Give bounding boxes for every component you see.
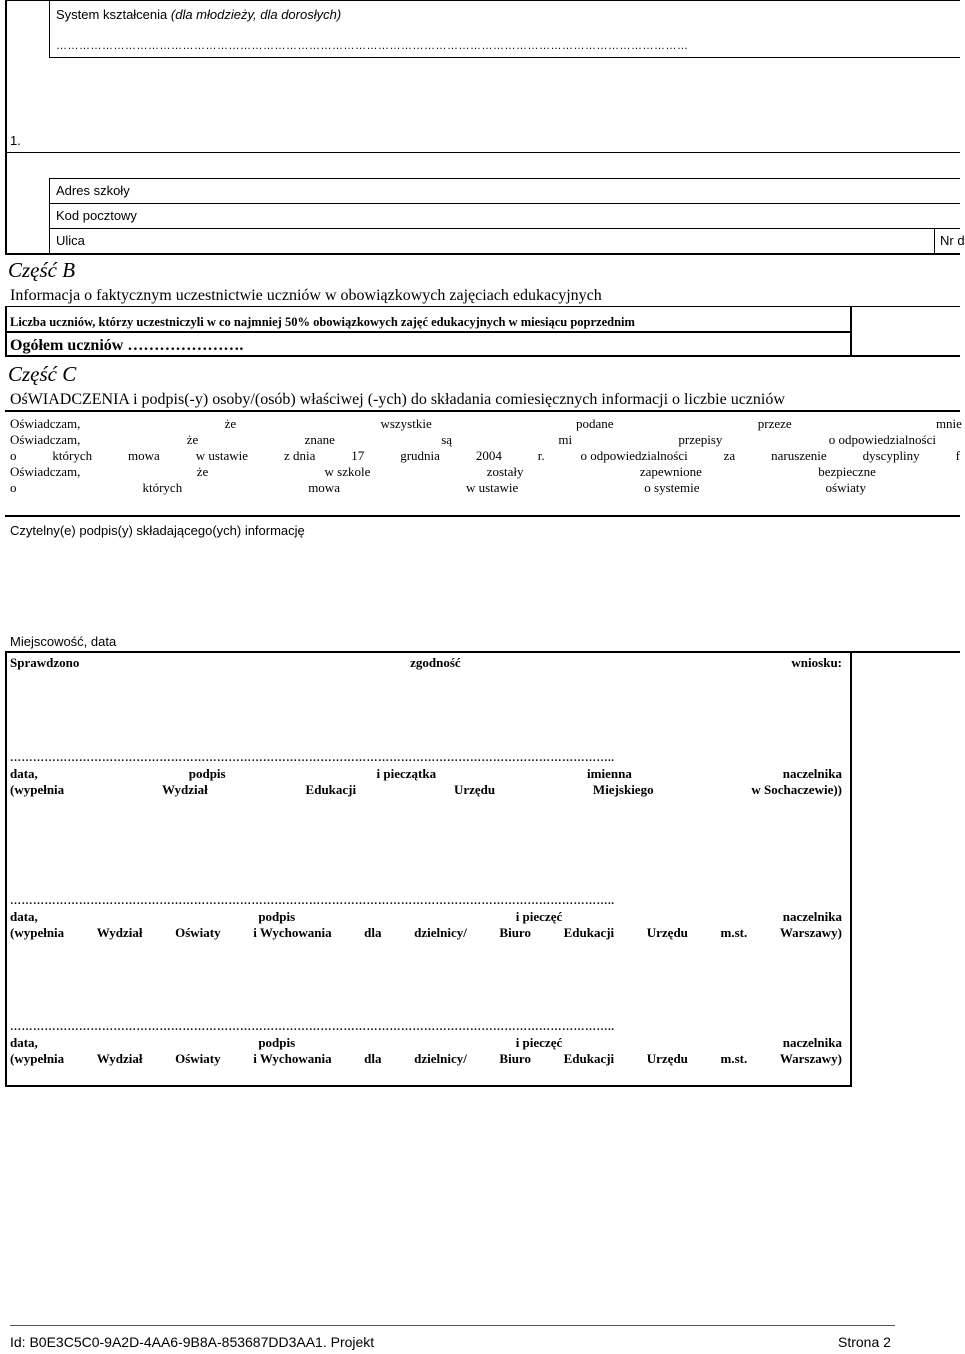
block-word: Edukacji: [305, 782, 357, 797]
block-word: (wypełnia: [10, 1051, 65, 1066]
statement-word: bezpieczne: [818, 464, 876, 479]
block-word: i pieczątka: [376, 766, 437, 781]
statements-bottom-border: [5, 515, 960, 517]
total-students-value[interactable]: [860, 315, 955, 351]
statement-word: Oświadczam,: [10, 432, 81, 447]
verification-left-border: [5, 651, 7, 1086]
part-b-bottom-border: [5, 355, 960, 357]
block-word: naczelnika: [782, 766, 842, 781]
statement-word: których: [142, 480, 183, 495]
statement-row-2: [10, 432, 936, 448]
block1-line1: [10, 766, 842, 782]
statement-word: o odpowiedzialności: [580, 448, 688, 463]
top-border: [5, 0, 960, 1]
part-b-table-top: [5, 306, 960, 307]
block-word: data,: [10, 766, 38, 781]
address-left-border: [49, 178, 50, 254]
statement-word: 17: [351, 448, 365, 463]
verification-word: wniosku:: [791, 655, 842, 670]
house-no-label: Nr d: [940, 233, 965, 248]
footer-id: Id: B0E3C5C0-9A2D-4AA6-9B8A-853687DD3AA1. Projekt: [10, 1334, 375, 1350]
address-row-border-2: [49, 228, 960, 229]
block-word: i pieczęć: [515, 909, 563, 924]
school-system-bottom: [49, 57, 960, 58]
school-system-row: [56, 7, 341, 22]
verification-right-border: [850, 651, 852, 1086]
statement-word: mi: [558, 432, 573, 447]
house-no-divider: [934, 228, 935, 254]
block-word: i pieczęć: [515, 1035, 563, 1050]
school-system-dots[interactable]: …………………………………………………………………………………………………………………………………………………: [56, 40, 689, 52]
block-word: Oświaty: [175, 925, 221, 940]
block2-line1: [10, 909, 842, 925]
statement-row-3: [10, 448, 960, 464]
part-c-heading: OśWIADCZENIA i podpis(-y) osoby/(osób) właściwej (-ych) do składania comiesięcznych informacji o liczbie uczniów: [10, 391, 785, 408]
block-word: i Wychowania: [253, 925, 332, 940]
statement-word: że: [196, 464, 209, 479]
block-word: data,: [10, 909, 38, 924]
statement-word: zostały: [486, 464, 524, 479]
block1-line2: [10, 782, 842, 798]
left-border: [5, 0, 7, 254]
statement-word: dyscypliny: [862, 448, 920, 463]
signature-dots-1[interactable]: …………………………………………………………………………………………………………………………………………..: [10, 752, 615, 764]
block-word: podpis: [258, 1035, 296, 1050]
row-one-border: [5, 152, 960, 153]
count-row-border: [5, 331, 850, 333]
number-one: 1.: [10, 133, 21, 148]
block-word: Wydział: [161, 782, 208, 797]
statement-word: są: [441, 432, 453, 447]
statement-word: o systemie: [644, 480, 700, 495]
statement-word: w ustawie: [465, 480, 519, 495]
school-address-label: Adres szkoły: [56, 183, 130, 198]
block-word: podpis: [258, 909, 296, 924]
statement-word: za: [723, 448, 736, 463]
signature-area[interactable]: [10, 545, 950, 630]
verification-word: Sprawdzono: [10, 655, 80, 670]
statement-word: o: [10, 448, 17, 463]
school-system-left-border: [49, 0, 50, 57]
statement-word: podane: [575, 416, 614, 431]
school-system-note: (dla młodzieży, dla dorosłych): [170, 7, 342, 22]
block-word: Warszawy): [779, 925, 842, 940]
statement-word: o: [10, 480, 17, 495]
statement-word: o odpowiedzialności: [828, 432, 936, 447]
block-word: imienna: [587, 766, 632, 781]
part-b-heading: Informacja o faktycznym uczestnictwie uczniów w obowiązkowych zajęciach edukacyjnych: [10, 287, 602, 304]
verification-heading: [10, 655, 842, 671]
block-word: Wydział: [96, 1051, 143, 1066]
block-word: dzielnicy/: [414, 925, 467, 940]
postal-code-label: Kod pocztowy: [56, 208, 137, 223]
block3-line2: [10, 1051, 842, 1067]
statement-word: grudnia: [400, 448, 440, 463]
statement-word: przeze: [757, 416, 792, 431]
block-word: Edukacji: [563, 925, 615, 940]
block-word: (wypełnia: [10, 782, 65, 797]
block-word: i Wychowania: [253, 1051, 332, 1066]
count-value-divider: [850, 306, 852, 356]
statement-word: Oświadczam,: [10, 464, 81, 479]
block-word: w Sochaczewie)): [751, 782, 842, 797]
statement-word: r.: [537, 448, 545, 463]
block-word: Urzędu: [646, 925, 688, 940]
statement-word: przepisy: [678, 432, 723, 447]
block-word: dla: [364, 925, 382, 940]
block-word: m.st.: [720, 1051, 748, 1066]
part-b-title: Część B: [8, 258, 76, 282]
statement-word: f: [955, 448, 960, 463]
address-row-border-1: [49, 203, 960, 204]
statement-word: naruszenie: [771, 448, 827, 463]
signature-label: Czytelny(e) podpis(y) składającego(ych) informację: [10, 523, 305, 538]
statement-word: mowa: [128, 448, 160, 463]
statement-row-4: [10, 464, 876, 480]
statement-word: w ustawie: [195, 448, 249, 463]
statements-top-border: [5, 410, 960, 412]
statement-word: 2004: [475, 448, 502, 463]
block-word: Oświaty: [175, 1051, 221, 1066]
part-b-left-border: [5, 306, 7, 356]
street-label: Ulica: [56, 233, 85, 248]
statement-word: mnie: [935, 416, 962, 431]
block-word: naczelnika: [782, 1035, 842, 1050]
statement-word: znane: [304, 432, 335, 447]
school-system-label: System kształcenia: [56, 7, 168, 22]
block-word: m.st.: [720, 925, 748, 940]
place-date-label: Miejscowość, data: [10, 634, 117, 649]
statement-word: oświaty: [825, 480, 866, 495]
verification-word: zgodność: [410, 655, 461, 670]
block-word: Biuro: [499, 1051, 531, 1066]
block2-line2: [10, 925, 842, 941]
address-top-border: [49, 178, 960, 179]
statement-word: zapewnione: [639, 464, 702, 479]
address-bottom-border: [5, 253, 960, 255]
statement-word: wszystkie: [380, 416, 432, 431]
statement-word: mowa: [308, 480, 340, 495]
verification-bottom-border: [5, 1085, 852, 1087]
part-c-title: Część C: [8, 362, 77, 386]
footer-rule: [10, 1325, 895, 1326]
block-word: data,: [10, 1035, 38, 1050]
total-students-label: Ogółem uczniów ………………….: [10, 337, 244, 354]
block-word: Warszawy): [779, 1051, 842, 1066]
block-word: Urzędu: [453, 782, 496, 797]
block-word: Urzędu: [646, 1051, 688, 1066]
signature-dots-3[interactable]: …………………………………………………………………………………………………………………………………………..: [10, 1021, 615, 1033]
block-word: Edukacji: [563, 1051, 615, 1066]
statement-word: Oświadczam,: [10, 416, 81, 431]
footer-page-number: Strona 2: [838, 1334, 891, 1350]
statement-word: że: [186, 432, 199, 447]
statement-word: w szkole: [324, 464, 371, 479]
statement-word: z dnia: [283, 448, 316, 463]
block-word: (wypełnia: [10, 925, 65, 940]
statement-row-5: [10, 480, 866, 496]
student-count-label: Liczba uczniów, którzy uczestniczyli w co najmniej 50% obowiązkowych zajęć edukacyjnych w miesiącu poprzednim: [10, 315, 635, 329]
block-word: Biuro: [499, 925, 531, 940]
statement-word: że: [224, 416, 237, 431]
verification-top-border: [5, 651, 960, 653]
block-word: Wydział: [96, 925, 143, 940]
block-word: naczelnika: [782, 909, 842, 924]
block-word: dzielnicy/: [414, 1051, 467, 1066]
signature-dots-2[interactable]: …………………………………………………………………………………………………………………………………………..: [10, 895, 615, 907]
block-word: podpis: [188, 766, 226, 781]
statement-row-1: [10, 416, 962, 432]
statement-word: których: [52, 448, 93, 463]
block-word: Miejskiego: [592, 782, 654, 797]
block-word: dla: [364, 1051, 382, 1066]
block3-line1: [10, 1035, 842, 1051]
